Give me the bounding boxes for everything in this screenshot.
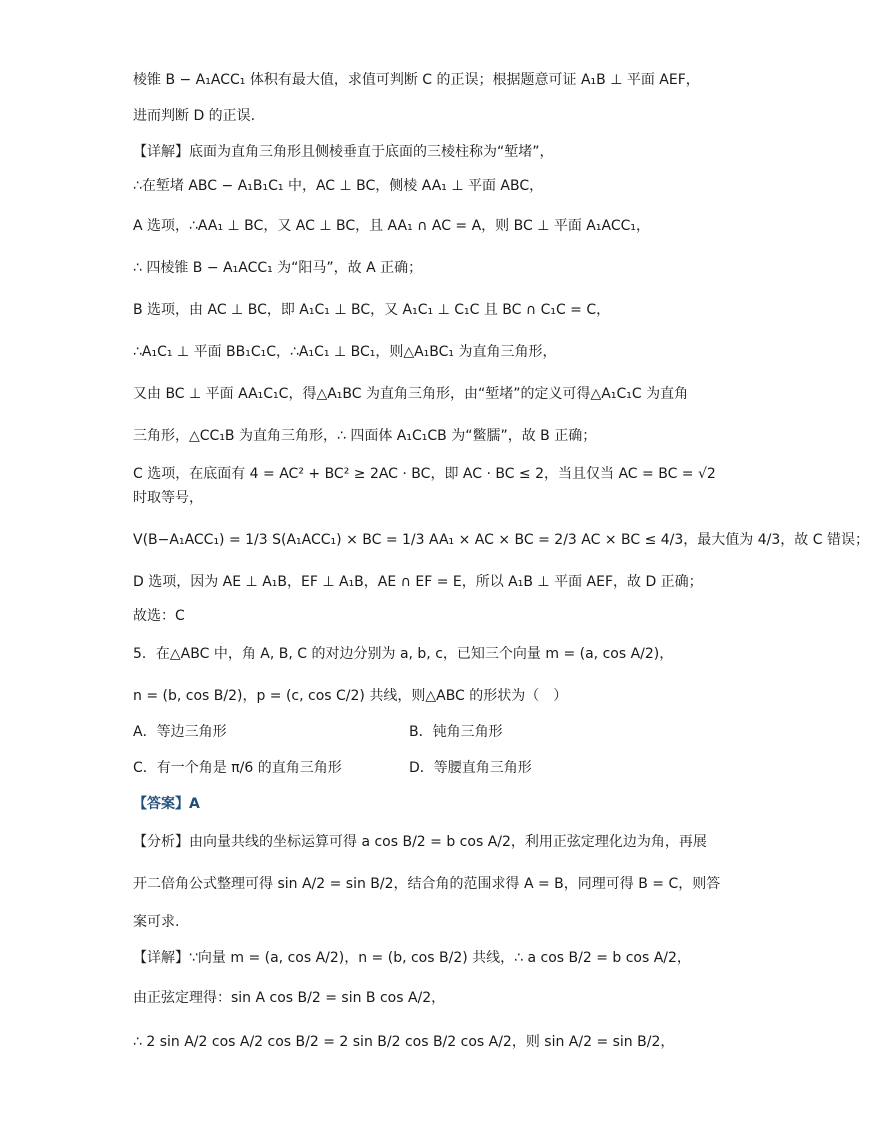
text-line: 棱锥 B − A₁ACC₁ 体积有最大值，求值可判断 C 的正误；根据题意可证 A₁B ⊥ 平面 AEF， xyxy=(133,72,700,88)
analysis-line: 案可求. xyxy=(133,914,180,930)
text-line: ∴A₁C₁ ⊥ 平面 BB₁C₁C，∴A₁C₁ ⊥ BC₁，则△A₁BC₁ 为直角三角形， xyxy=(133,344,557,360)
text-line: D 选项，因为 AE ⊥ A₁B，EF ⊥ A₁B，AE ∩ EF = E，所以 A₁B ⊥ 平面 AEF，故 D 正确； xyxy=(133,574,703,590)
detail-line: ∴ 2 sin A/2 cos A/2 cos B/2 = 2 sin B/2 cos B/2 cos A/2，则 sin A/2 = sin B/2， xyxy=(133,1034,675,1050)
option-b: B．钝角三角形 xyxy=(409,724,503,740)
text-line: ∴ 四棱锥 B − A₁ACC₁ 为“阳马”，故 A 正确； xyxy=(133,260,423,276)
text-line: B 选项，由 AC ⊥ BC，即 A₁C₁ ⊥ BC，又 A₁C₁ ⊥ C₁C 且 BC ∩ C₁C = C， xyxy=(133,302,611,318)
question-stem: n = (b, cos B/2)，p = (c, cos C/2) 共线，则△ABC 的形状为（ ） xyxy=(133,688,568,704)
text-line: A 选项，∴AA₁ ⊥ BC，又 AC ⊥ BC，且 AA₁ ∩ AC = A，则 BC ⊥ 平面 A₁ACC₁， xyxy=(133,218,650,234)
text-line: 【详解】底面为直角三角形且侧棱垂直于底面的三棱柱称为“堑堵”， xyxy=(133,144,554,160)
text-line: 进而判断 D 的正误. xyxy=(133,108,256,124)
text-line: C 选项，在底面有 4 = AC² + BC² ≥ 2AC · BC，即 AC · BC ≤ 2，当且仅当 AC = BC = √2 xyxy=(133,466,716,482)
formula-line: V(B−A₁ACC₁) = 1/3 S(A₁ACC₁) × BC = 1/3 AA₁ × AC × BC = 2/3 AC × BC ≤ 4/3，最大值为 4/3，故 C 错误； xyxy=(133,532,869,548)
text-line: 时取等号， xyxy=(133,490,203,506)
detail-line: 【详解】∵向量 m = (a, cos A/2)，n = (b, cos B/2) 共线，∴ a cos B/2 = b cos A/2， xyxy=(133,950,691,966)
detail-line: 由正弦定理得：sin A cos B/2 = sin B cos A/2， xyxy=(133,990,446,1006)
text-line: 三角形，△CC₁B 为直角三角形，∴ 四面体 A₁C₁CB 为“鳖臑”，故 B 正确； xyxy=(133,428,597,444)
analysis-line: 开二倍角公式整理可得 sin A/2 = sin B/2，结合角的范围求得 A = B，同理可得 B = C，则答 xyxy=(133,876,721,892)
option-c: C．有一个角是 π/6 的直角三角形 xyxy=(133,760,342,776)
answer-line: 【答案】A xyxy=(133,796,200,812)
option-a: A．等边三角形 xyxy=(133,724,227,740)
text-line: 又由 BC ⊥ 平面 AA₁C₁C，得△A₁BC 为直角三角形，由“堑堵”的定义可得△A₁C₁C 为直角 xyxy=(133,386,689,402)
text-line: 故选：C xyxy=(133,608,185,624)
analysis-line: 【分析】由向量共线的坐标运算可得 a cos B/2 = b cos A/2，利用正弦定理化边为角，再展 xyxy=(133,834,707,850)
question-stem: 5．在△ABC 中，角 A, B, C 的对边分别为 a, b, c，已知三个向量 m = (a, cos A/2)， xyxy=(133,646,674,662)
text-line: ∴在堑堵 ABC − A₁B₁C₁ 中，AC ⊥ BC，侧棱 AA₁ ⊥ 平面 ABC， xyxy=(133,178,544,194)
option-d: D．等腰直角三角形 xyxy=(409,760,532,776)
